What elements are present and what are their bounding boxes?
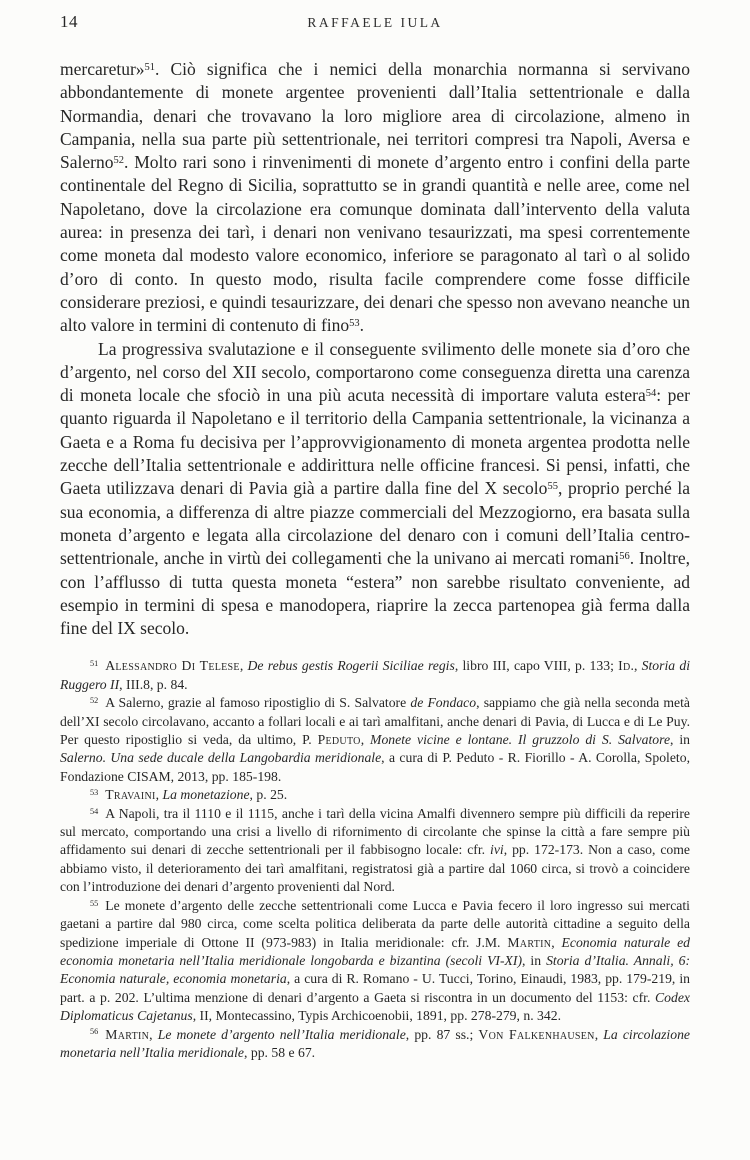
text-run: mercaretur»: [60, 59, 145, 79]
italic-title: Storia d’Italia. Annali, 6: Economia naturale, economia monetaria: [60, 952, 691, 987]
text-run: ,: [360, 732, 371, 748]
footnote-reference: 54: [645, 387, 657, 399]
text-run: , II, Montecassino, Typis Archicoenobii, 1891, pp. 278-279, n. 342.: [192, 1008, 562, 1024]
text-run: ,: [155, 787, 163, 803]
body-paragraph: [60, 58, 690, 338]
text-run: . Molto rari sono i rinvenimenti di monete d’argento entro i confini della parte continentale del Regno di Sicilia, soprattutto se in grandi quantità e nelle aree, come nel Napoletano, dove la circolazione era comunque dominata dall’intervento della valuta aurea: in presenza dei tarì, i denari non venivano tesaurizzati, ma spesi correntemente come moneta dal modesto valore economico, inferiore se paragonato al tarì o al solido d’oro di conto. In questo modo, risulta facile comprendere come fosse difficile considerare preziosi, e quindi tesaurizzare, dei denari che spesso non avevano neanche un alto valore in termini di contenuto di fino: [60, 152, 690, 336]
footnotes-section: [60, 657, 690, 1062]
footnote-reference: 52: [113, 154, 124, 166]
page-number: 14: [60, 12, 78, 31]
text-run: . Ciò significa che i nemici della monarchia normanna si servivano abbondantemente di monete argentee provenienti dall’Italia settentrionale e dalla Normandia, denari che trovavano la loro migliore area di circolazione, almeno in Campania, nella sua parte più settentrionale, nei territori compresi tra Napoli, Aversa e Salerno: [60, 59, 690, 173]
text-run: , III.8, p. 84.: [119, 676, 188, 692]
smallcaps-author: Alessandro Di Telese: [105, 658, 240, 674]
footnote: [60, 897, 690, 1026]
footnote: [60, 786, 690, 804]
italic-title: La circolazione monetaria nell’Italia meridionale: [60, 1026, 691, 1060]
footnote: [60, 694, 690, 786]
body-text: [60, 58, 690, 640]
footnote-number: 54: [90, 806, 99, 816]
text-run: , p. 25.: [249, 787, 288, 803]
body-paragraph: [60, 338, 690, 641]
smallcaps-author: Martin: [507, 934, 552, 950]
footnote-number: 51: [90, 659, 99, 669]
footnote-reference: 53: [349, 318, 360, 330]
text-run: Le monete d’argento delle zecche settentrionali come Lucca e Pavia fecero il loro ingresso sui mercati gaetani a partire dal 980 circa, come scelta politica deliberata da parte delle autorità cittadine a seguito della spedizione imperiale di Ottone II (973-983) in Italia meridionale: cfr. J.M.: [60, 897, 690, 950]
text-run: ,: [551, 934, 562, 950]
running-head: [60, 12, 690, 36]
italic-title: de Fondaco: [410, 695, 477, 711]
text-run: . Inoltre, con l’afflusso di tutta questa moneta “estera” non sarebbe risultato conveniente, ad esempio in termini di spesa e manodopera, riaprire la zecca partenopea già ferma dalla fine del IX secolo.: [60, 548, 691, 639]
footnote: [60, 657, 690, 694]
smallcaps-author: Peduto: [317, 732, 361, 748]
italic-title: Le monete d’argento nell’Italia meridionale: [157, 1026, 406, 1042]
text-run: , sappiamo che già nella seconda metà dell’XI secolo circolavano, accanto a follari locali e ai tarì amalfitani, anche denari di Pavia, di Lucca e di Le Puy. Per questo ripostiglio si veda, da ultimo, P.: [60, 695, 691, 748]
text-run: , libro III, capo VIII, p. 133;: [454, 658, 619, 674]
text-run: , in: [522, 952, 547, 968]
smallcaps-author: Id: [618, 658, 631, 674]
smallcaps-author: Von Falkenhausen: [478, 1026, 595, 1042]
smallcaps-author: Travaini: [105, 787, 156, 803]
text-run: : per quanto riguarda il Napoletano e il territorio della Campania settentrionale, la vicinanza a Gaeta e a Roma fu decisiva per l’approvvigionamento di moneta argentea prodotta nelle zecche dell’Italia settentrionale e addirittura nelle officine francesi. Si pensi, infatti, che Gaeta utilizzava denari di Pavia già a partire dalla fine del X secolo: [60, 385, 690, 499]
footnote-reference: 55: [547, 481, 558, 493]
text-run: A Salerno, grazie al famoso ripostiglio di S. Salvatore: [105, 695, 411, 711]
text-run: ,: [239, 658, 248, 674]
text-run: A Napoli, tra il 1110 e il 1115, anche i tarì della vicina Amalfi divennero sempre più difficili da reperire sul mercato, comportando una crisi a livello di rifornimento di circolante che spinse la città a fare sempre più affidamento sui denari di zecche settentrionali per il fabbisogno locale: cfr.: [60, 805, 690, 858]
italic-title: Salerno. Una sede ducale della Langobardia meridionale: [60, 750, 382, 766]
text-run: ,: [594, 1026, 604, 1042]
italic-title: ivi: [490, 842, 504, 858]
text-run: , pp. 172-173. Non a caso, come abbiamo visto, il deterioramento dei tarì amalfitani, registratosi già a partire dal 1060 circa, si trovò a coincidere con l’introduzione dei denari d’argento provenienti dal Nord.: [60, 842, 690, 895]
footnote-number: 55: [90, 898, 99, 908]
text-run: La progressiva svalutazione e il conseguente svilimento delle monete sia d’oro che d’argento, nel corso del XII secolo, comportarono come conseguenza diretta una carenza di moneta locale che sfociò in una più acuta necessità di importare valuta estera: [60, 338, 690, 406]
text-run: , in: [670, 732, 691, 748]
text-run: , a cura di P. Peduto - R. Fiorillo - A. Corolla, Spoleto, Fondazione CISAM, 2013, pp. 185-198.: [60, 750, 690, 784]
italic-title: Economia naturale ed economia monetaria nell’Italia meridionale longobarda e bizantina (secoli VI-XI): [60, 934, 690, 968]
italic-title: De rebus gestis Rogerii Siciliae regis: [247, 658, 455, 674]
italic-title: Monete vicine e lontane. Il gruzzolo di S. Salvatore: [370, 732, 671, 748]
footnote-number: 56: [90, 1027, 99, 1037]
running-header-author: RAFFAELE IULA: [307, 15, 443, 30]
footnote: [60, 805, 690, 897]
italic-title: Codex Diplomaticus Cajetanus: [60, 989, 690, 1024]
text-run: .: [359, 315, 365, 336]
smallcaps-author: Martin: [105, 1026, 150, 1042]
text-run: ,: [149, 1026, 158, 1042]
text-run: , pp. 87 ss.;: [405, 1026, 479, 1042]
footnote-reference: 51: [144, 61, 156, 73]
italic-title: La monetazione: [162, 787, 250, 803]
italic-title: Storia di Ruggero II: [60, 658, 691, 692]
text-run: , pp. 58 e 67.: [244, 1044, 316, 1060]
footnote-number: 53: [90, 788, 99, 798]
text-run: .,: [630, 658, 642, 674]
text-run: , a cura di R. Romano - U. Tucci, Torino, Einaudi, 1983, pp. 179-219, in part. a p. 202. L’ultima menzione di denari d’argento a Gaeta si riscontra in un documento del 1153: cfr.: [60, 971, 690, 1005]
text-run: , proprio perché la sua economia, a differenza di altre piazze commerciali del Mezzogiorno, era basata sulla moneta d’argento e legata alla circolazione del denaro con i comuni dell’Italia centro-settentrionale, anche in virtù dei collegamenti che la univano ai mercati romani: [60, 478, 690, 569]
footnote-number: 52: [90, 696, 99, 706]
footnote: [60, 1026, 690, 1063]
footnote-reference: 56: [619, 550, 630, 562]
